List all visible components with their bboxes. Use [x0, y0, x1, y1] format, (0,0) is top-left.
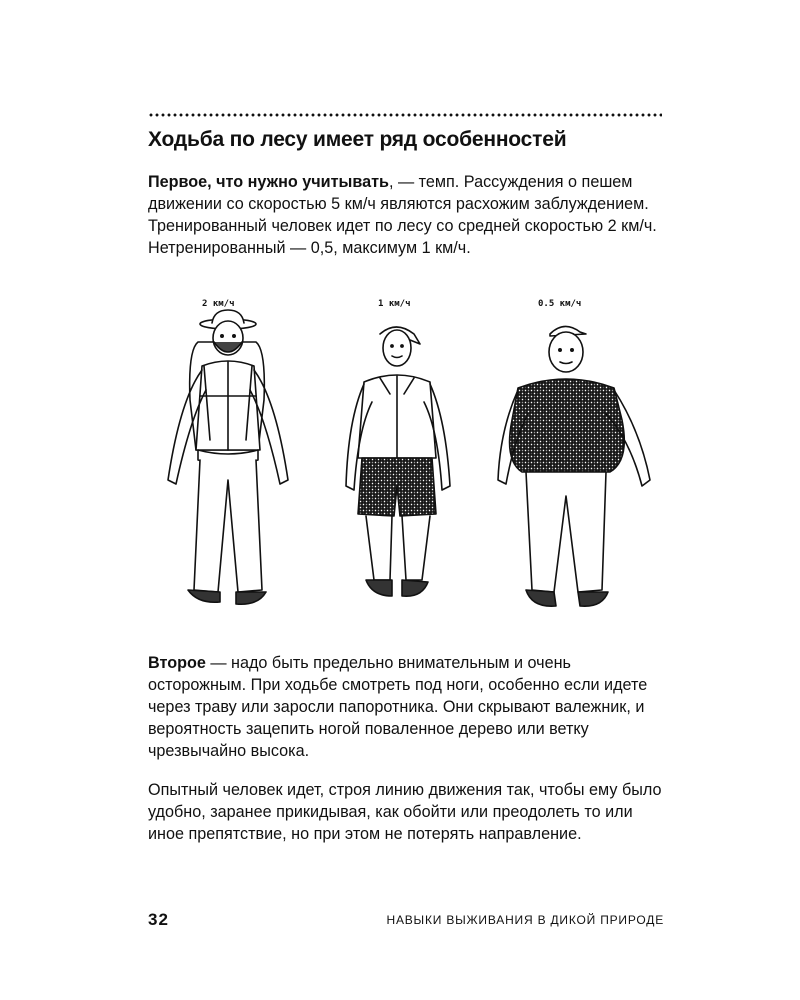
dotted-divider: [148, 113, 662, 117]
walker-speed-label: 2 км/ч: [202, 299, 235, 309]
section-heading: Ходьба по лесу имеет ряд особенностей: [148, 128, 567, 151]
walker-in-shorts-icon: [346, 299, 450, 596]
paragraph-lead: Второе: [148, 654, 206, 672]
paragraph-route: Опытный человек идет, строя линию движения так, чтобы ему было удобно, заранее прикидывая, как обойти или преодолеть то или иное препятствие, но при этом не потерять направление.: [148, 781, 662, 843]
untrained-walker-icon: [498, 299, 650, 606]
page-footer: [148, 910, 664, 934]
walker-speed-label: 1 км/ч: [378, 299, 411, 309]
paragraph-text: , — темп. Рассуждения о пешем движении со скоростью 5 км/ч являются расхожим заблуждением. Тренированный человек идет по лесу со средней скоростью 2 км/ч. Нетренированный — 0,5, максимум 1 км/ч.: [148, 173, 657, 257]
running-title: НАВЫКИ ВЫЖИВАНИЯ В ДИКОЙ ПРИРОДЕ: [386, 913, 664, 927]
walkers-illustration: [140, 290, 680, 630]
hiker-with-backpack-icon: [168, 299, 288, 604]
walker-speed-label: 0.5 км/ч: [538, 299, 582, 309]
paragraph-text: — надо быть предельно внимательным и очень осторожным. При ходьбе смотреть под ноги, особенно если идете через траву или заросли папоротника. Они скрывают валежник, и вероятность зацепить ногой поваленное дерево или ветку чрезвычайно высока.: [148, 654, 648, 760]
paragraph-tempo: [148, 171, 664, 259]
paragraph-lead: Первое, что нужно учитывать: [148, 173, 389, 191]
page-number: 32: [148, 910, 169, 929]
paragraph-caution: [148, 652, 664, 762]
